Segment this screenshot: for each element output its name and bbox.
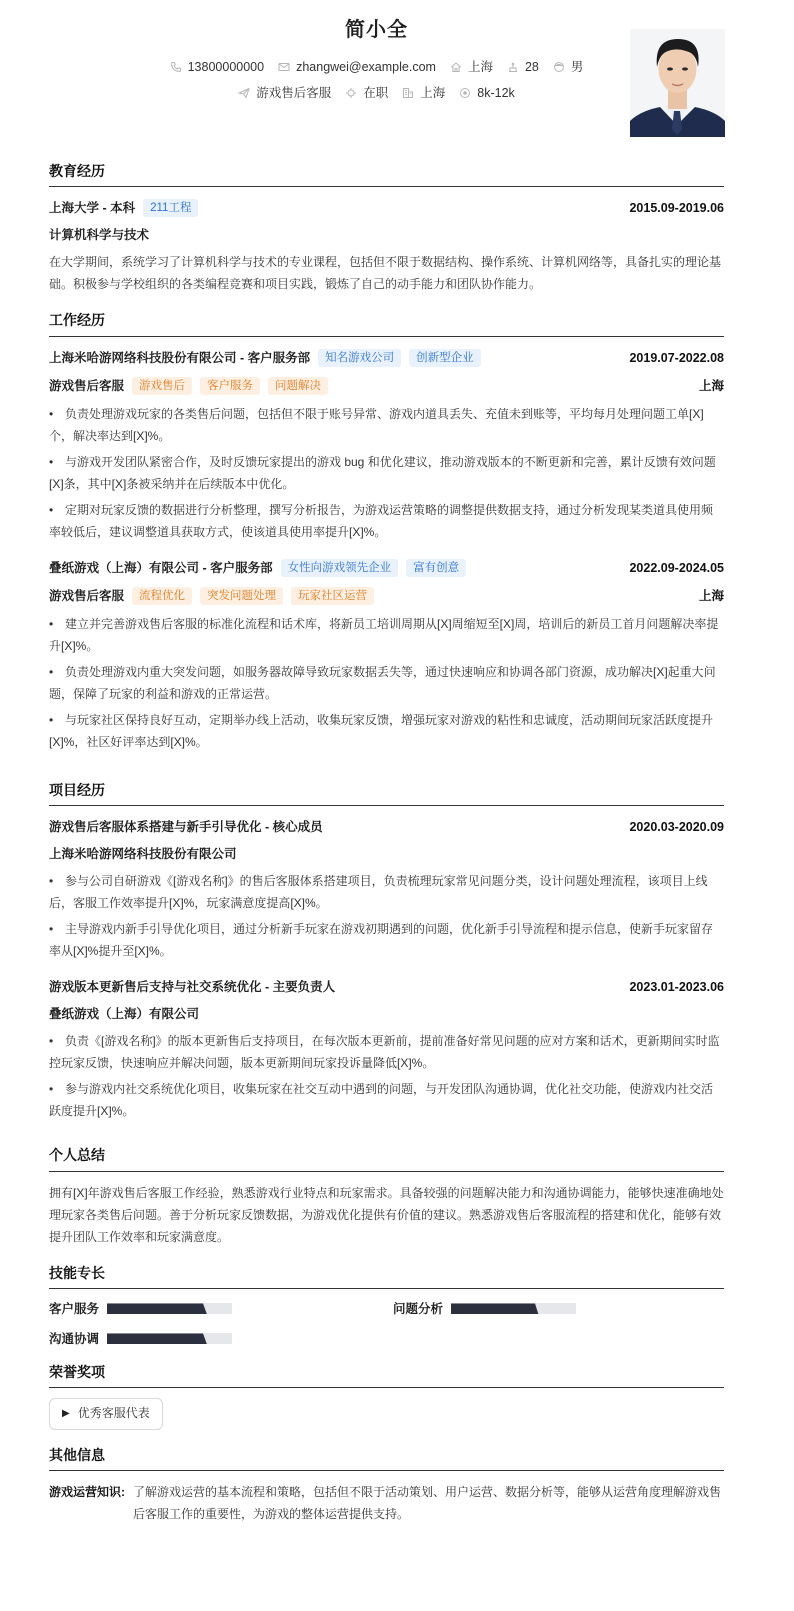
contact-city: 上海 — [450, 57, 493, 77]
contact-gender: 男 — [553, 57, 584, 77]
company-name: 上海米哈游网络科技股份有限公司 - 客户服务部 — [49, 350, 311, 365]
project-entry — [49, 816, 724, 962]
project-bullets — [49, 1030, 724, 1122]
skills-grid — [49, 1299, 724, 1349]
mail-icon — [278, 61, 290, 73]
list-item: • 与玩家社区保持良好互动，定期举办线上活动，收集玩家反馈，增强玩家对游戏的粘性和忠诚度，活动期间玩家活跃度提升[X]%，社区好评率达到[X]%。 — [49, 712, 714, 749]
job-city: 上海 — [402, 83, 445, 103]
section-title-work: 工作经历 — [49, 309, 724, 336]
role-tag: 问题解决 — [268, 377, 328, 395]
send-icon — [238, 87, 250, 99]
project-bullets — [49, 870, 724, 962]
work-bullets — [49, 613, 724, 753]
age-icon — [507, 61, 519, 73]
resume-header — [49, 0, 724, 150]
skill-bar — [107, 1333, 232, 1344]
list-item: • 建立并完善游戏售后客服的标准化流程和话术库，将新员工培训周期从[X]周缩短至[X]周，培训后的新员工首月问题解决率提升[X]%。 — [49, 616, 719, 653]
project-org: 叠纸游戏（上海）有限公司 — [49, 1007, 200, 1022]
skill-bar — [451, 1303, 576, 1314]
company-tag: 创新型企业 — [409, 349, 481, 367]
skill-name: 沟通协调 — [49, 1331, 100, 1346]
project-name: 游戏版本更新售后支持与社交系统优化 - 主要负责人 — [49, 980, 336, 995]
portrait-image — [630, 29, 725, 137]
work-location: 上海 — [698, 378, 724, 393]
project-name: 游戏售后客服体系搭建与新手引导优化 - 核心成员 — [49, 820, 323, 835]
phone-icon — [170, 61, 182, 73]
project-org: 上海米哈游网络科技股份有限公司 — [49, 847, 237, 862]
other-info-item — [49, 1481, 724, 1525]
company-tag: 女性向游戏领先企业 — [281, 559, 399, 577]
list-item: • 主导游戏内新手引导优化项目，通过分析新手玩家在游戏初期遇到的问题，优化新手引导流程和提示信息，使新手玩家留存率从[X]%提升至[X]%。 — [49, 922, 714, 959]
contact-phone: 13800000000 — [170, 57, 264, 77]
role-tag: 突发问题处理 — [200, 587, 283, 605]
job-role: 游戏售后客服 — [49, 378, 125, 393]
building-icon — [402, 87, 414, 99]
contact-email: zhangwei@example.com — [278, 57, 436, 77]
job-role: 游戏售后客服 — [49, 588, 125, 603]
skill-item — [49, 1329, 393, 1349]
list-item: • 负责处理游戏内重大突发问题，如服务器故障导致玩家数据丢失等，通过快速响应和协调各部门资源，成功解决[X]起重大问题，保障了玩家的利益和游戏的正常运营。 — [49, 664, 716, 701]
summary-text: 拥有[X]年游戏售后客服工作经验，熟悉游戏行业特点和玩家需求。具备较强的问题解决能力和沟通协调能力，能够快速准确地处理玩家各类售后问题。善于分析玩家反馈数据，为游戏优化提供有价值的建议。熟悉游戏售后客服流程的搭建和优化，能够有效提升团队工作效率和玩家满意度。 — [49, 1185, 724, 1244]
work-section — [49, 309, 724, 752]
list-item: • 参与游戏内社交系统优化项目，收集玩家在社交互动中遇到的问题，与开发团队沟通协调，优化社交功能，使游戏内社交活跃度提升[X]%。 — [49, 1082, 714, 1119]
other-info-text: 了解游戏运营的基本流程和策略，包括但不限于活动策划、用户运营、数据分析等，能够从运营角度理解游戏售后客服工作的重要性，为游戏的整体运营提供支持。 — [133, 1484, 722, 1521]
other-section — [49, 1444, 724, 1525]
job-status: 在职 — [345, 83, 388, 103]
status-icon — [345, 87, 357, 99]
company-name: 叠纸游戏（上海）有限公司 - 客户服务部 — [49, 560, 273, 575]
gender-icon — [553, 61, 565, 73]
education-date: 2015.09-2019.06 — [629, 201, 724, 216]
skill-item — [49, 1299, 393, 1319]
list-item: • 定期对玩家反馈的数据进行分析整理，撰写分析报告，为游戏运营策略的调整提供数据支持，通过分析发现某类道具使用频率较低后，建议调整道具获取方式，使该道具使用率提升[X]%。 — [49, 502, 714, 539]
skill-item — [393, 1299, 693, 1319]
role-tag: 流程优化 — [132, 587, 192, 605]
list-item: • 负责《[游戏名称]》的版本更新售后支持项目，在每次版本更新前，提前准备好常见问题的应对方案和话术，更新期间实时监控玩家反馈，快速响应并解决问题，版本更新期间玩家投诉量降低[X]%。 — [49, 1034, 720, 1071]
section-title-education: 教育经历 — [49, 160, 724, 187]
role-tag: 游戏售后 — [132, 377, 192, 395]
play-triangle-icon: ▶ — [62, 1407, 70, 1419]
job-position: 游戏售后客服 — [238, 83, 331, 103]
section-title-projects: 项目经历 — [49, 779, 724, 806]
education-entry — [49, 197, 724, 295]
education-description: 在大学期间，系统学习了计算机科学与技术的专业课程，包括但不限于数据结构、操作系统、计算机网络等，具备扎实的理论基础。积极参与学校组织的各类编程竞赛和项目实践，锻炼了自己的动手能力和团队协作能力。 — [49, 255, 722, 292]
home-icon — [450, 61, 462, 73]
projects-section — [49, 779, 724, 1122]
work-bullets — [49, 403, 724, 543]
work-location: 上海 — [698, 588, 724, 603]
company-tag: 知名游戏公司 — [318, 349, 401, 367]
project-date: 2020.03-2020.09 — [629, 820, 724, 835]
skill-name: 客户服务 — [49, 1301, 100, 1316]
role-tag: 客户服务 — [200, 377, 260, 395]
job-intent-row — [49, 83, 704, 103]
section-title-awards: 荣誉奖项 — [49, 1361, 724, 1388]
contact-row — [49, 57, 704, 77]
section-title-summary: 个人总结 — [49, 1144, 724, 1171]
work-entry — [49, 347, 724, 543]
work-date: 2019.07-2022.08 — [629, 350, 724, 365]
section-title-skills: 技能专长 — [49, 1262, 724, 1289]
project-entry — [49, 976, 724, 1122]
school-tag: 211工程 — [143, 199, 198, 217]
salary-icon — [459, 87, 471, 99]
project-date: 2023.01-2023.06 — [629, 980, 724, 995]
skill-bar — [107, 1303, 232, 1314]
skills-section — [49, 1262, 724, 1349]
role-tag: 玩家社区运营 — [291, 587, 374, 605]
section-title-other: 其他信息 — [49, 1444, 724, 1471]
company-tag: 富有创意 — [406, 559, 466, 577]
job-salary: 8k-12k — [459, 83, 515, 103]
award-name: 优秀客服代表 — [77, 1406, 150, 1421]
summary-section — [49, 1144, 724, 1247]
candidate-name: 简小全 — [345, 19, 408, 41]
contact-age: 28 — [507, 57, 539, 77]
list-item: • 参与公司自研游戏《[游戏名称]》的售后客服体系搭建项目，负责梳理玩家常见问题分类，设计问题处理流程，该项目上线后，客服工作效率提升[X]%，玩家满意度提高[X]%。 — [49, 874, 708, 911]
school-name: 上海大学 - 本科 — [49, 201, 136, 216]
awards-section — [49, 1361, 724, 1442]
work-date: 2022.09-2024.05 — [629, 560, 724, 575]
major-name: 计算机科学与技术 — [49, 228, 150, 243]
education-section — [49, 160, 724, 295]
award-item[interactable] — [49, 1398, 163, 1429]
list-item: • 负责处理游戏玩家的各类售后问题，包括但不限于账号异常、游戏内道具丢失、充值未到账等，平均每月处理问题工单[X]个，解决率达到[X]%。 — [49, 406, 704, 443]
list-item: • 与游戏开发团队紧密合作，及时反馈玩家提出的游戏 bug 和优化建议，推动游戏版本的不断更新和完善，累计反馈有效问题[X]条，其中[X]条被采纳并在后续版本中优化。 — [49, 454, 716, 491]
other-info-label: 游戏运营知识: — [49, 1484, 125, 1499]
skill-name: 问题分析 — [393, 1301, 444, 1316]
avatar-photo — [630, 29, 725, 137]
work-entry — [49, 557, 724, 753]
